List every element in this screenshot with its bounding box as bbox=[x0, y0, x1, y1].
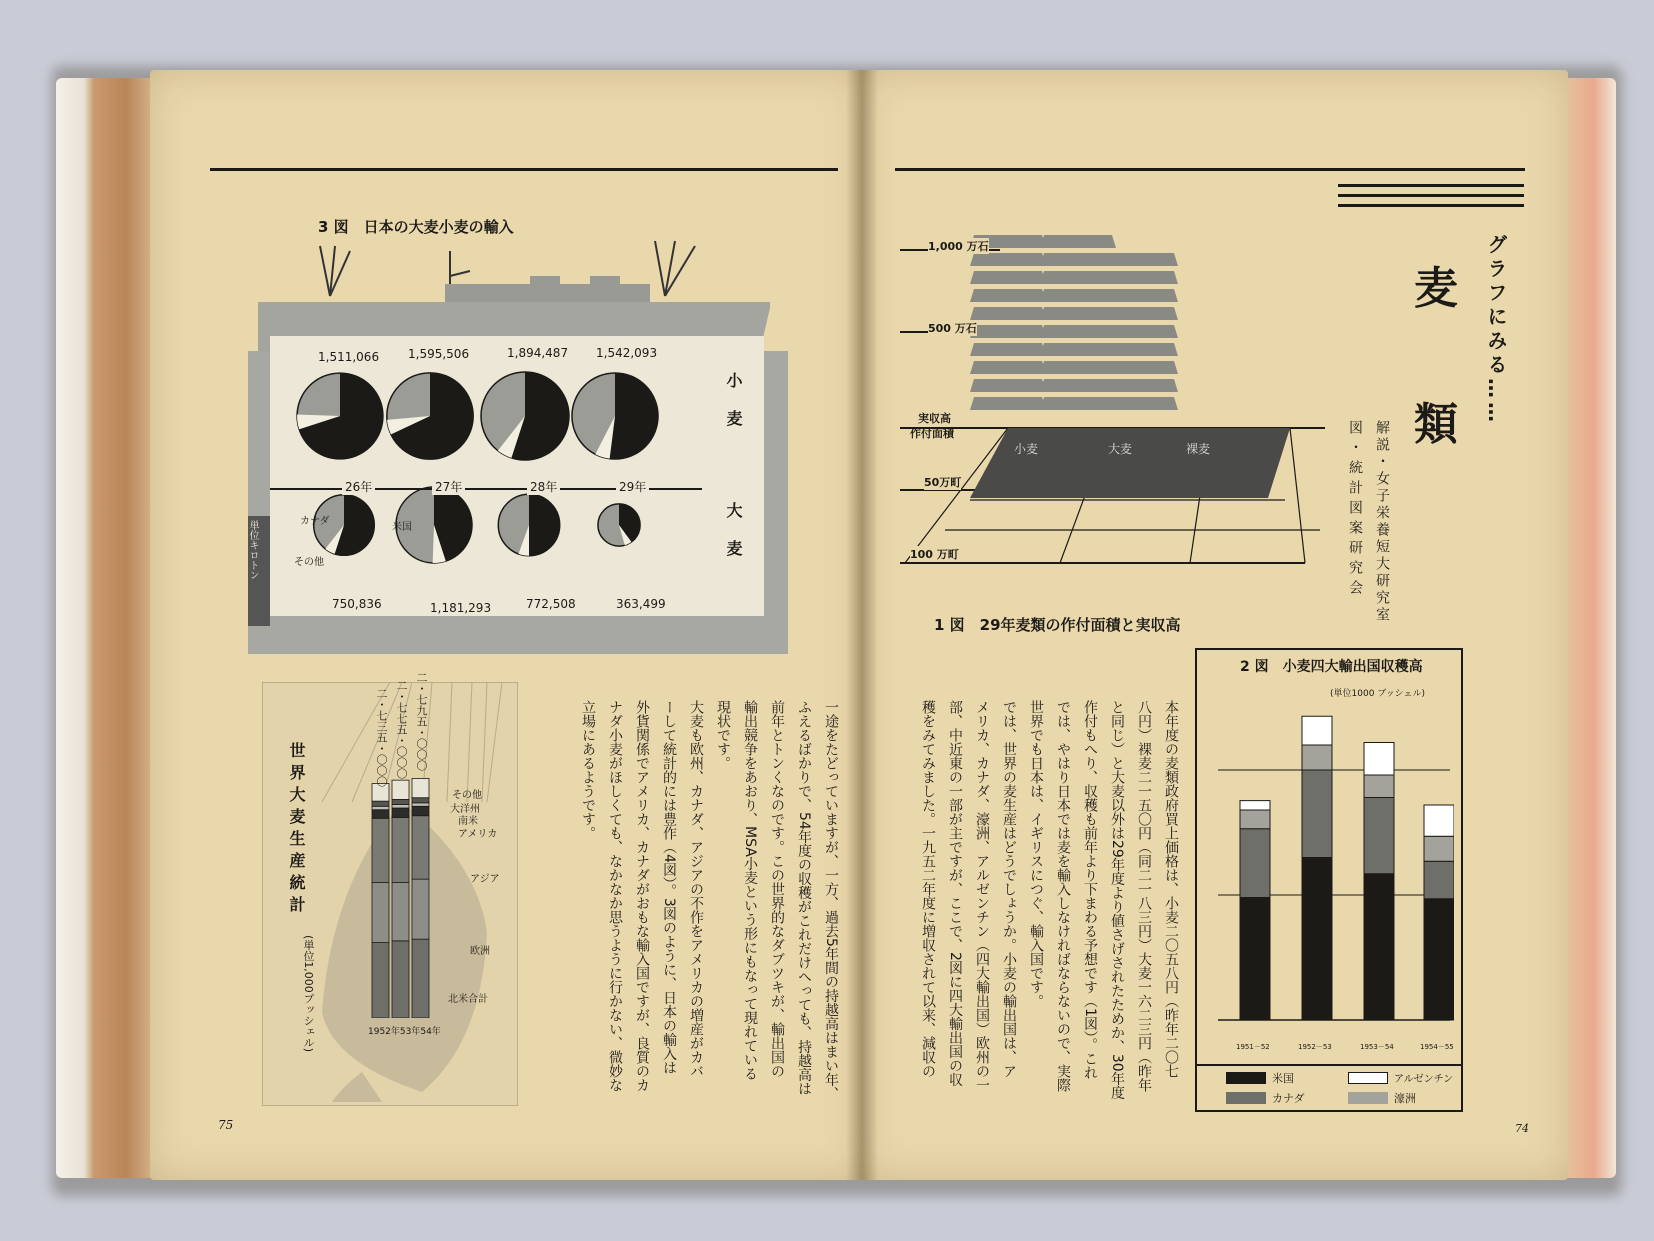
wheat-value: 1,595,506 bbox=[408, 347, 470, 361]
fig2-legend-label: カナダ bbox=[1272, 1092, 1305, 1105]
fig1-sack bbox=[970, 343, 1046, 356]
fig1-sack bbox=[1102, 289, 1178, 302]
fig2-unit: (単位1000 ブッシェル) bbox=[1330, 689, 1425, 699]
text-column: ふえるばかりで、54年度の収穫がこれだけへっても、持越高は bbox=[796, 700, 812, 1096]
legend-canada: カナダ bbox=[300, 516, 330, 527]
fig1-crop-label: 裸麦 bbox=[1186, 442, 1211, 456]
fig2-bar-segment bbox=[1424, 805, 1454, 836]
text-column: 作付もへり、収穫も前年より下まわる予想です（1図）。これ bbox=[1082, 700, 1098, 1080]
fig4-bar-segment bbox=[392, 799, 409, 804]
fig2-legend-label: 濠洲 bbox=[1394, 1092, 1416, 1105]
section-title: グラフにみる…… bbox=[1484, 234, 1508, 426]
fig3-unit-label: 単位キロトン bbox=[247, 520, 258, 580]
fig2-year-label: 1953－54 bbox=[1360, 1043, 1394, 1051]
text-column: ナダ小麦がほしくても、なかなか思うように行かない、微妙な bbox=[607, 700, 623, 1092]
fig1-label-1000: 1,000 万石 bbox=[928, 240, 989, 253]
fig2-bar-segment bbox=[1424, 836, 1454, 861]
fig4-bar-segment bbox=[392, 883, 409, 941]
fig2-stacked-bar-chart bbox=[1218, 690, 1454, 1068]
text-column: 本年度の麦類政府買上価格は、小麦二〇五八円（昨年二〇七 bbox=[1163, 700, 1179, 1078]
barley-value: 750,836 bbox=[332, 597, 382, 611]
book-page-edges-left bbox=[56, 78, 156, 1178]
fig4-bar-segment bbox=[372, 810, 389, 819]
fig1-crop-label: 小麦 bbox=[1014, 442, 1039, 456]
fig4-bar-segment bbox=[372, 943, 389, 1018]
text-column: 世界でも日本は、イギリスにつぐ、輸入国です。 bbox=[1028, 700, 1044, 1008]
text-column: 一途をたどっていますが、一方、過去5年間の持越高はまい年、 bbox=[823, 700, 839, 1101]
text-column: では、世界の麦生産はどうでしょうか。小麦の輸出国は、ア bbox=[1001, 700, 1017, 1078]
barley-pie-usa-slice bbox=[529, 494, 560, 555]
fig2-bar-segment bbox=[1240, 801, 1270, 810]
fig1-sack bbox=[1102, 253, 1178, 266]
fig1-perspective-chart bbox=[900, 230, 1340, 570]
fig2-title: 2 図 小麦四大輸出国収穫高 bbox=[1240, 659, 1423, 675]
fig4-total: 二・七三五・〇〇〇 bbox=[375, 688, 388, 787]
fig2-bar-segment bbox=[1364, 743, 1394, 776]
fig4-bar-segment bbox=[372, 801, 389, 806]
fig2-bar-segment bbox=[1302, 716, 1332, 745]
text-column: 大麦も欧州、カナダ、アジアの不作をアメリカの増産がカバ bbox=[688, 700, 704, 1078]
wheat-pie-usa-slice bbox=[610, 373, 658, 459]
fig1-label-500: 500 万石 bbox=[928, 322, 977, 335]
fig4-bar-segment bbox=[412, 798, 429, 803]
credit-line-2: 図・統計図案研究会 bbox=[1347, 420, 1363, 600]
fig1-sack bbox=[970, 361, 1046, 374]
fig4-bar-segment bbox=[392, 780, 409, 799]
text-column: 輸出競争をあおり、MSA小麦という形にもなって現れている bbox=[742, 700, 758, 1081]
fig1-sack bbox=[1102, 379, 1178, 392]
legend-usa: 米国 bbox=[392, 522, 412, 533]
fig1-label-100: 100 万町 bbox=[910, 548, 959, 561]
legend-other: その他 bbox=[294, 557, 324, 568]
fig4-bar-segment bbox=[412, 939, 429, 1018]
legend-swatch-argentina bbox=[1348, 1072, 1388, 1084]
fig1-sack bbox=[1102, 343, 1178, 356]
barley-value: 1,181,293 bbox=[430, 601, 492, 615]
right-deco-rule bbox=[1338, 194, 1524, 197]
fig2-bar-segment bbox=[1302, 745, 1332, 770]
legend-swatch-usa bbox=[1226, 1072, 1266, 1084]
fig4-segment-label: 欧洲 bbox=[470, 946, 490, 957]
fig1-title: 1 図 29年麦類の作付面積と実収高 bbox=[934, 616, 1181, 634]
fig4-bar-segment bbox=[412, 816, 429, 879]
fig2-bar-segment bbox=[1424, 899, 1454, 1020]
year-label: 26年 bbox=[342, 478, 375, 495]
title-char-2: 類 bbox=[1414, 399, 1458, 450]
fig1-sack bbox=[970, 289, 1046, 302]
book-page-edges-right bbox=[1560, 78, 1616, 1178]
fig4-bar-segment bbox=[372, 818, 389, 882]
fig1-sack bbox=[1102, 307, 1178, 320]
fig3-title: 3 図 日本の大麦小麦の輸入 bbox=[318, 218, 514, 236]
fig1-sack bbox=[970, 379, 1046, 392]
fig1-sack bbox=[970, 271, 1046, 284]
fig4-bar-segment bbox=[392, 941, 409, 1018]
fig2-year-label: 1954－55 bbox=[1420, 1043, 1454, 1051]
fig4-segment-label: 大洋州 bbox=[450, 804, 480, 815]
fig4-segment-label: アジア bbox=[470, 874, 500, 885]
fig2-bar-segment bbox=[1302, 770, 1332, 858]
page-number-right: 74 bbox=[1515, 1122, 1529, 1135]
fig1-crop-label: 大麦 bbox=[1108, 442, 1133, 456]
left-body-text bbox=[562, 700, 844, 1120]
year-label: 27年 bbox=[432, 478, 465, 495]
text-column: 外貨関係でアメリカ、カナダがおもな輸入国ですが、良質のカ bbox=[634, 700, 650, 1092]
text-column: と同じ）と大麦以外は29年度より値さげされたためか、30年度 bbox=[1109, 700, 1125, 1100]
fig2-bar-segment bbox=[1240, 810, 1270, 829]
legend-swatch-canada bbox=[1226, 1092, 1266, 1104]
barley-value: 772,508 bbox=[526, 597, 576, 611]
year-label: 28年 bbox=[527, 478, 560, 495]
right-top-rule bbox=[895, 168, 1525, 171]
fig4-stacked-bars bbox=[370, 778, 440, 1018]
fig1-sack bbox=[1102, 397, 1178, 410]
fig2-bar-segment bbox=[1302, 858, 1332, 1021]
fig4-bar-segment bbox=[412, 806, 429, 815]
fig1-sack bbox=[970, 325, 1046, 338]
fig2-legend-label: 米国 bbox=[1272, 1072, 1294, 1085]
fig3-wheat-label: 小麦 bbox=[724, 372, 743, 448]
right-deco-rule bbox=[1338, 184, 1524, 187]
fig3-barley-label: 大麦 bbox=[724, 502, 743, 578]
text-column: では、やはり日本では麦を輸入しなければならないので、実際 bbox=[1055, 700, 1071, 1092]
credit-line-1: 解説・女子栄養短大研究室 bbox=[1374, 420, 1390, 624]
fig2-year-label: 1952－53 bbox=[1298, 1043, 1332, 1051]
fig1-label-yield: 実収高 bbox=[918, 412, 951, 425]
fig4-unit: (単位1,000ブッシェル) bbox=[302, 935, 315, 1053]
fig2-legend-rule bbox=[1195, 1064, 1463, 1066]
fig2-bar-segment bbox=[1240, 829, 1270, 898]
text-column: メリカ、カナダ、濠洲、アルゼンチン（四大輸出国）欧州の一 bbox=[974, 700, 990, 1092]
fig2-legend-label: アルゼンチン bbox=[1394, 1074, 1454, 1085]
text-column: 部、中近東の一部が主ですが、ここで、2図に四大輸出国の収 bbox=[947, 700, 963, 1087]
fig4-segment-label: その他 bbox=[452, 790, 482, 801]
text-column: 八円）裸麦二一五〇円（同二一八三円）大麦一六二三円（昨年 bbox=[1136, 700, 1152, 1092]
page-number-left: 75 bbox=[218, 1118, 234, 1132]
fig4-years-caption: 1952年53年54年 bbox=[368, 1027, 441, 1037]
fig1-sack bbox=[970, 397, 1046, 410]
fig2-bar-segment bbox=[1424, 861, 1454, 899]
left-top-rule bbox=[210, 168, 838, 171]
right-deco-rule bbox=[1338, 204, 1524, 207]
fig4-bar-segment bbox=[412, 803, 429, 806]
fig4-bar-segment bbox=[392, 808, 409, 817]
fig1-sack bbox=[970, 253, 1046, 266]
fig4-segment-label: アメリカ bbox=[458, 829, 498, 840]
fig4-bar-segment bbox=[412, 778, 429, 797]
book-gutter bbox=[846, 70, 878, 1180]
fig1-label-area: 作付面積 bbox=[910, 427, 954, 440]
fig4-bar-segment bbox=[392, 805, 409, 808]
fig1-sack bbox=[1102, 325, 1178, 338]
fig4-bar-segment bbox=[392, 817, 409, 882]
fig2-bar-segment bbox=[1364, 798, 1394, 874]
fig4-title: 世界大麦生産統計 bbox=[287, 742, 306, 918]
right-body-text bbox=[898, 700, 1184, 1120]
fig4-segment-label: 北米合計 bbox=[448, 994, 488, 1005]
fig2-bar-segment bbox=[1240, 898, 1270, 1021]
legend-swatch-australia bbox=[1348, 1092, 1388, 1104]
wheat-value: 1,894,487 bbox=[507, 346, 569, 360]
fig4-segment-label: 南米 bbox=[458, 816, 478, 827]
title-char-1: 麦 bbox=[1414, 263, 1458, 314]
fig4-bar-segment bbox=[412, 879, 429, 939]
fig1-sack bbox=[1102, 271, 1178, 284]
text-column: 現状です。 bbox=[715, 700, 731, 770]
fig4-total: 二・七七五・〇〇〇 bbox=[395, 680, 408, 779]
fig2-bar-segment bbox=[1364, 775, 1394, 798]
fig4-total: 二・七九五・〇〇〇 bbox=[415, 672, 428, 771]
text-column: ーして統計的には豊作（4図）。3図のように、日本の輸入は bbox=[661, 700, 677, 1075]
fig4-bar-segment bbox=[372, 806, 389, 809]
barley-value: 363,499 bbox=[616, 597, 666, 611]
text-column: 穫をみてみました。一九五二年度に増収されて以来、減収の bbox=[920, 700, 936, 1078]
fig1-sack bbox=[1102, 361, 1178, 374]
text-column: 立場にあるようです。 bbox=[580, 700, 596, 840]
fig1-sack bbox=[970, 307, 1046, 320]
fig1-sack bbox=[1040, 235, 1116, 248]
fig2-year-label: 1951－52 bbox=[1236, 1043, 1270, 1051]
wheat-value: 1,511,066 bbox=[318, 350, 380, 364]
text-column: 前年とトンくなのです。この世界的なダブツキが、輸出国の bbox=[769, 700, 785, 1078]
fig1-label-50: 50万町 bbox=[924, 476, 962, 489]
year-label: 29年 bbox=[616, 478, 649, 495]
fig4-bar-segment bbox=[372, 883, 389, 943]
wheat-value: 1,542,093 bbox=[596, 346, 658, 360]
fig2-bar-segment bbox=[1364, 874, 1394, 1020]
